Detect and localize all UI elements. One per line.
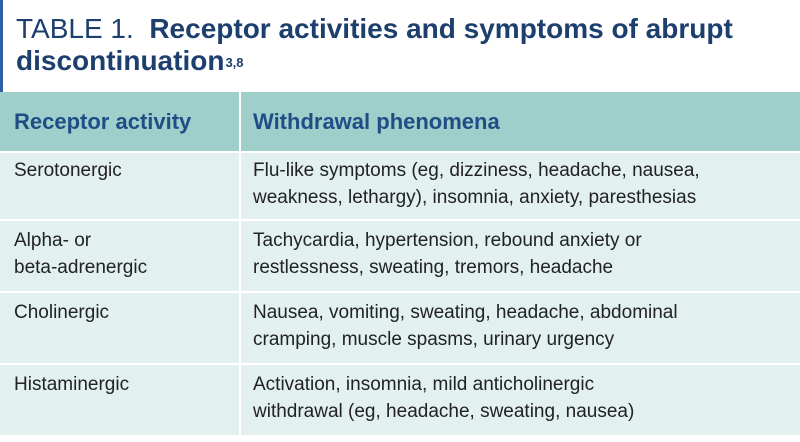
phenomena-cell xyxy=(240,220,800,292)
table-title xyxy=(16,13,800,77)
phenomena-cell xyxy=(240,364,800,435)
phenomena-line: Nausea, vomiting, sweating, headache, abdominal xyxy=(253,302,678,323)
table-row xyxy=(0,220,800,292)
receptor-line: Histaminergic xyxy=(14,374,130,395)
phenomena-cell xyxy=(240,152,800,220)
phenomena-line: Activation, insomnia, mild anticholinergic xyxy=(253,374,595,395)
receptor-cell xyxy=(0,292,240,364)
table-row xyxy=(0,292,800,364)
receptor-line: Serotonergic xyxy=(14,160,122,181)
header-receptor-activity: Receptor activity xyxy=(14,108,192,134)
phenomena-line: cramping, muscle spasms, urinary urgency xyxy=(253,329,615,350)
title-references: 3,8 xyxy=(225,55,244,70)
receptor-cell xyxy=(0,220,240,292)
phenomena-cell xyxy=(240,292,800,364)
phenomena-line: Tachycardia, hypertension, rebound anxiety or xyxy=(253,230,642,251)
receptor-line: Alpha- or xyxy=(14,230,92,251)
header-withdrawal-phenomena: Withdrawal phenomena xyxy=(240,92,800,152)
receptor-cell xyxy=(0,152,240,220)
receptor-cell xyxy=(0,364,240,435)
table-container xyxy=(0,92,800,435)
receptor-line: beta-adrenergic xyxy=(14,257,148,278)
receptor-line: Cholinergic xyxy=(14,302,110,323)
table-title-text: Receptor activities and symptoms of abrupt discontinuation xyxy=(16,13,733,76)
phenomena-line: restlessness, sweating, tremors, headache xyxy=(253,257,614,278)
header-row xyxy=(0,92,800,152)
withdrawal-table xyxy=(0,92,800,435)
table-row xyxy=(0,364,800,435)
table-header xyxy=(0,92,800,152)
table-body xyxy=(0,152,800,435)
table-title-block xyxy=(0,0,800,92)
phenomena-line: Flu-like symptoms (eg, dizziness, headache, nausea, xyxy=(253,160,700,181)
phenomena-line: withdrawal (eg, headache, sweating, nausea) xyxy=(253,401,635,422)
table-row xyxy=(0,152,800,220)
table-number-label: TABLE 1. xyxy=(16,13,134,44)
phenomena-line: weakness, lethargy), insomnia, anxiety, paresthesias xyxy=(253,187,697,208)
